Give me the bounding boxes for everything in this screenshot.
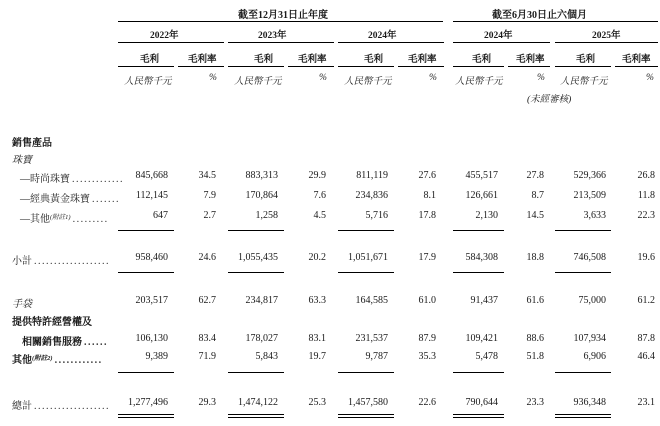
total-double-rule xyxy=(555,414,611,415)
six-month-group-title: 截至6月30日止六個月 xyxy=(492,10,587,21)
col-margin-4: 毛利率 xyxy=(516,55,545,65)
period-2024-h1: 2024年 xyxy=(484,31,513,41)
row-label-franchise-line1: 提供特許經營權及 xyxy=(12,317,92,328)
year-end-group-title: 截至12月31日止年度 xyxy=(238,10,328,21)
col-rule-i xyxy=(555,66,611,67)
cell: 83.1 xyxy=(308,333,326,344)
cell: 87.8 xyxy=(637,333,655,344)
cell: 18.8 xyxy=(526,252,544,263)
cell: 107,934 xyxy=(573,333,606,344)
cell: 178,027 xyxy=(245,333,278,344)
cell: 7.6 xyxy=(313,190,326,201)
subtotal-rule xyxy=(118,230,174,231)
cell: 88.6 xyxy=(526,333,544,344)
cell: 2,130 xyxy=(475,210,498,221)
cell: 2.7 xyxy=(203,210,216,221)
cell: 24.6 xyxy=(198,252,216,263)
row-label-handbags: 手袋 xyxy=(12,299,32,310)
row-label-fashion: —時尚珠寶 ............. xyxy=(20,174,124,185)
cell: 20.2 xyxy=(308,252,326,263)
subtotal-under-rule xyxy=(338,272,394,273)
total-double-rule xyxy=(118,414,174,415)
period-rule-2025-h1 xyxy=(555,42,658,43)
col-margin-2: 毛利率 xyxy=(298,55,327,65)
section-sales: 銷售產品 xyxy=(12,138,52,149)
cell: 112,145 xyxy=(135,190,168,201)
cell: 845,668 xyxy=(135,170,168,181)
cell: 647 xyxy=(153,210,168,221)
unit-rmb-3: 人民幣千元 xyxy=(344,77,392,87)
cell: 106,130 xyxy=(135,333,168,344)
cell: 958,460 xyxy=(135,252,168,263)
cell: 62.7 xyxy=(198,295,216,306)
total-double-rule xyxy=(228,414,284,415)
total-rule xyxy=(118,372,174,373)
cell: 17.9 xyxy=(418,252,436,263)
subtotal-under-rule xyxy=(118,272,174,273)
cell: 170,864 xyxy=(245,190,278,201)
cell: 1,055,435 xyxy=(238,252,278,263)
cell: 9,787 xyxy=(365,351,388,362)
period-rule-2022 xyxy=(118,42,224,43)
cell: 1,277,496 xyxy=(128,397,168,408)
col-rule-g xyxy=(453,66,504,67)
leader-dots: ......... xyxy=(72,214,109,225)
subtotal-rule xyxy=(228,230,284,231)
cell: 126,661 xyxy=(465,190,498,201)
total-double-rule xyxy=(338,417,394,418)
row-label-others: 其他$^{(附註2)}$ ............ xyxy=(12,355,103,366)
subtotal-under-rule xyxy=(453,272,504,273)
cell: 1,474,122 xyxy=(238,397,278,408)
unit-pct-3: % xyxy=(429,73,437,83)
total-double-rule xyxy=(555,417,611,418)
cell: 17.8 xyxy=(418,210,436,221)
leader-dots: ................... xyxy=(34,401,110,412)
period-rule-2023 xyxy=(228,42,334,43)
unaudited-note: (未經審核) xyxy=(527,95,572,105)
cell: 936,348 xyxy=(573,397,606,408)
cell: 203,517 xyxy=(135,295,168,306)
cell: 4.5 xyxy=(313,210,326,221)
period-rule-2024 xyxy=(338,42,444,43)
cell: 8.1 xyxy=(423,190,436,201)
header-rule-year-end xyxy=(118,21,443,22)
cell: 27.6 xyxy=(418,170,436,181)
cell: 23.3 xyxy=(526,397,544,408)
cell: 746,508 xyxy=(573,252,606,263)
cell: 1,051,671 xyxy=(348,252,388,263)
total-double-rule xyxy=(453,414,504,415)
unit-rmb-2: 人民幣千元 xyxy=(234,77,282,87)
total-double-rule xyxy=(118,417,174,418)
cell: 14.5 xyxy=(526,210,544,221)
cell: 9,389 xyxy=(145,351,168,362)
col-rule-f xyxy=(398,66,444,67)
total-rule xyxy=(555,372,611,373)
subtotal-under-rule xyxy=(555,272,611,273)
leader-dots: ............ xyxy=(54,355,103,366)
header-rule-six-month xyxy=(453,21,658,22)
cell: 22.3 xyxy=(637,210,655,221)
cell: 29.3 xyxy=(198,397,216,408)
period-2024: 2024年 xyxy=(368,31,397,41)
cell: 8.7 xyxy=(531,190,544,201)
subtotal-rule xyxy=(453,230,504,231)
cell: 5,843 xyxy=(255,351,278,362)
period-2022: 2022年 xyxy=(150,31,179,41)
subtotal-rule xyxy=(555,230,611,231)
cell: 529,366 xyxy=(573,170,606,181)
total-double-rule xyxy=(453,417,504,418)
subtotal-under-rule xyxy=(228,272,284,273)
cell: 63.3 xyxy=(308,295,326,306)
col-margin-3: 毛利率 xyxy=(408,55,437,65)
cell: 164,585 xyxy=(355,295,388,306)
cell: 234,817 xyxy=(245,295,278,306)
subtotal-rule xyxy=(338,230,394,231)
col-rule-b xyxy=(178,66,224,67)
col-rule-e xyxy=(338,66,394,67)
unit-rmb-1: 人民幣千元 xyxy=(124,77,172,87)
cell: 87.9 xyxy=(418,333,436,344)
col-rule-h xyxy=(508,66,550,67)
cell: 61.6 xyxy=(526,295,544,306)
unit-pct-1: % xyxy=(209,73,217,83)
col-gross-profit-2: 毛利 xyxy=(254,55,274,65)
cell: 6,906 xyxy=(583,351,606,362)
cell: 75,000 xyxy=(578,295,606,306)
cell: 11.8 xyxy=(637,190,655,201)
row-label-classic-gold: —經典黃金珠寶 ....... xyxy=(20,194,120,205)
period-2025-h1: 2025年 xyxy=(592,31,621,41)
col-gross-profit-4: 毛利 xyxy=(472,55,492,65)
cell: 51.8 xyxy=(526,351,544,362)
row-label-total: 總計 ................... xyxy=(12,401,110,412)
cell: 883,313 xyxy=(245,170,278,181)
col-rule-d xyxy=(288,66,334,67)
col-gross-profit-5: 毛利 xyxy=(576,55,596,65)
cell: 35.3 xyxy=(418,351,436,362)
cell: 3,633 xyxy=(583,210,606,221)
period-2023: 2023年 xyxy=(258,31,287,41)
cell: 19.7 xyxy=(308,351,326,362)
cell: 71.9 xyxy=(198,351,216,362)
cell: 455,517 xyxy=(465,170,498,181)
cell: 25.3 xyxy=(308,397,326,408)
cell: 109,421 xyxy=(465,333,498,344)
cell: 234,836 xyxy=(355,190,388,201)
cell: 34.5 xyxy=(198,170,216,181)
cell: 19.6 xyxy=(637,252,655,263)
unit-pct-5: % xyxy=(646,73,654,83)
leader-dots: ....... xyxy=(92,194,120,205)
col-rule-j xyxy=(615,66,658,67)
total-double-rule xyxy=(338,414,394,415)
col-rule-a xyxy=(118,66,174,67)
unit-pct-2: % xyxy=(319,73,327,83)
cell: 213,509 xyxy=(573,190,606,201)
cell: 584,308 xyxy=(465,252,498,263)
row-label-franchise-line2: 相關銷售服務 ...... xyxy=(22,337,108,348)
row-label-jewelry-other: —其他$^{(附註1)}$ ......... xyxy=(20,214,109,225)
leader-dots: ................... xyxy=(34,256,110,267)
cell: 29.9 xyxy=(308,170,326,181)
cell: 61.0 xyxy=(418,295,436,306)
cell: 5,716 xyxy=(365,210,388,221)
row-label-subtotal: 小計 ................... xyxy=(12,256,110,267)
cell: 7.9 xyxy=(203,190,216,201)
total-rule xyxy=(228,372,284,373)
col-gross-profit-1: 毛利 xyxy=(140,55,160,65)
cell: 811,119 xyxy=(356,170,388,181)
cell: 83.4 xyxy=(198,333,216,344)
leader-dots: ............. xyxy=(72,174,124,185)
cell: 46.4 xyxy=(637,351,655,362)
leader-dots: ...... xyxy=(84,337,108,348)
col-margin-5: 毛利率 xyxy=(622,55,651,65)
cell: 1,457,580 xyxy=(348,397,388,408)
unit-rmb-5: 人民幣千元 xyxy=(560,77,608,87)
period-rule-2024-h1 xyxy=(453,42,550,43)
unit-pct-4: % xyxy=(537,73,545,83)
cell: 23.1 xyxy=(637,397,655,408)
total-rule xyxy=(338,372,394,373)
cell: 22.6 xyxy=(418,397,436,408)
cell: 91,437 xyxy=(470,295,498,306)
section-jewelry: 珠寶 xyxy=(12,155,32,166)
col-margin-1: 毛利率 xyxy=(188,55,217,65)
cell: 1,258 xyxy=(255,210,278,221)
cell: 27.8 xyxy=(526,170,544,181)
col-gross-profit-3: 毛利 xyxy=(364,55,384,65)
total-rule xyxy=(453,372,504,373)
col-rule-c xyxy=(228,66,284,67)
cell: 26.8 xyxy=(637,170,655,181)
total-double-rule xyxy=(228,417,284,418)
cell: 231,537 xyxy=(355,333,388,344)
cell: 790,644 xyxy=(465,397,498,408)
unit-rmb-4: 人民幣千元 xyxy=(455,77,503,87)
cell: 5,478 xyxy=(475,351,498,362)
cell: 61.2 xyxy=(637,295,655,306)
